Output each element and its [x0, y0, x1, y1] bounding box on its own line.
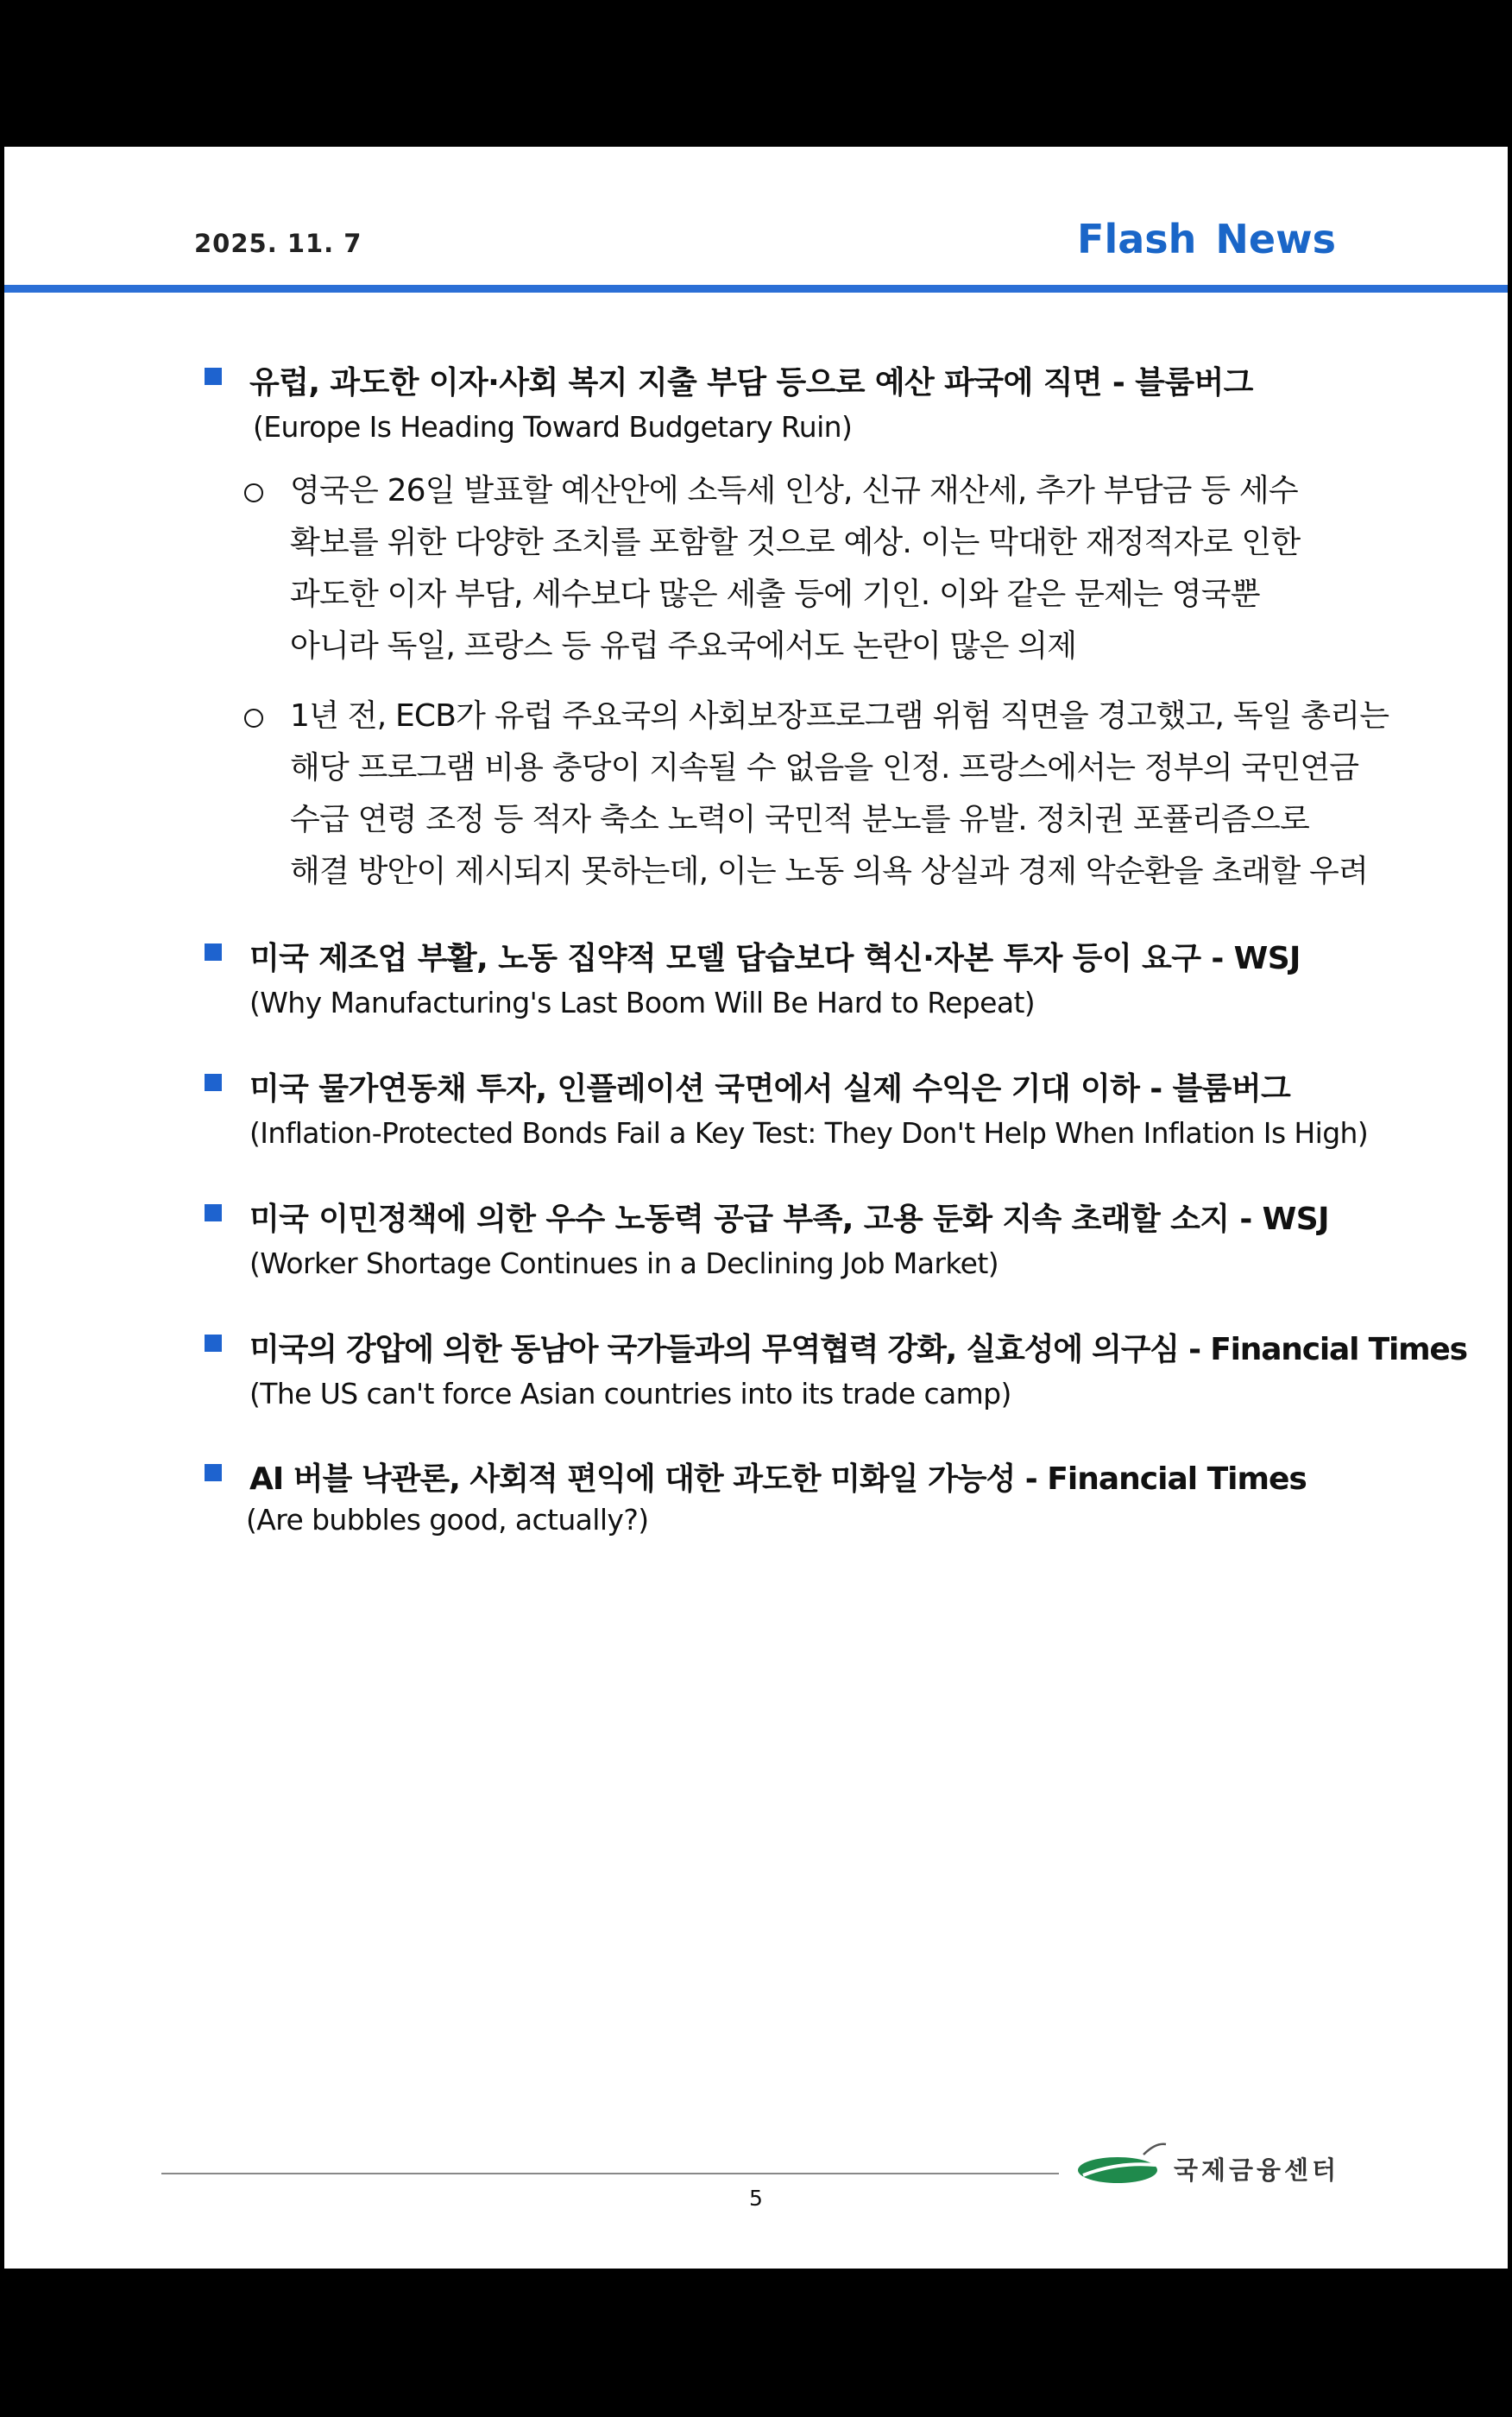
square-bullet-icon [205, 368, 222, 385]
report-date: 2025. 11. 7 [194, 229, 362, 258]
square-bullet-icon [205, 943, 222, 961]
kcif-logo-icon [1076, 2139, 1168, 2191]
news-subtitle: (Are bubbles good, actually?) [246, 1503, 649, 1537]
news-subtitle: (Why Manufacturing's Last Boom Will Be Hard to Repeat) [249, 986, 1036, 1019]
news-subtitle: (The US can't force Asian countries into its trade camp) [249, 1377, 1011, 1410]
news-subtitle: (Europe Is Heading Toward Budgetary Ruin) [253, 410, 853, 444]
news-subtitle: (Worker Shortage Continues in a Declining Job Market) [249, 1246, 999, 1280]
square-bullet-icon [205, 1074, 222, 1091]
paragraph-line: 과도한 이자 부담, 세수보다 많은 세출 등에 기인. 이와 같은 문제는 영국뿐 [290, 577, 1260, 612]
document-page [4, 147, 1508, 2269]
footer-logo [1076, 2139, 1352, 2191]
square-bullet-icon [205, 1204, 222, 1221]
report-title: Flash News [1077, 216, 1336, 262]
logo-text: 국제금융센터 [1174, 2155, 1340, 2185]
paragraph-line: 확보를 위한 다양한 조치를 포함할 것으로 예상. 이는 막대한 재정적자로 인한 [290, 525, 1301, 560]
circle-bullet-icon [244, 709, 263, 728]
news-headline: AI 버블 낙관론, 사회적 편익에 대한 과도한 미화일 가능성 - Financial Times [249, 1461, 1307, 1497]
square-bullet-icon [205, 1464, 222, 1481]
header-divider [4, 285, 1508, 293]
paragraph-line: 해당 프로그램 비용 충당이 지속될 수 없음을 인정. 프랑스에서는 정부의 국민연금 [290, 750, 1359, 786]
paragraph-line: 해결 방안이 제시되지 못하는데, 이는 노동 의욕 상실과 경제 악순환을 초래할 우려 [290, 854, 1368, 889]
news-headline: 미국의 강압에 의한 동남아 국가들과의 무역협력 강화, 실효성에 의구심 - Financial Times [249, 1332, 1467, 1367]
news-headline: 미국 이민정책에 의한 우수 노동력 공급 부족, 고용 둔화 지속 초래할 소지 - WSJ [249, 1202, 1329, 1237]
paragraph-line: 아니라 독일, 프랑스 등 유럽 주요국에서도 논란이 많은 의제 [290, 628, 1077, 664]
square-bullet-icon [205, 1335, 222, 1352]
news-headline: 미국 제조업 부활, 노동 집약적 모델 답습보다 혁신·자본 투자 등이 요구 - WSJ [249, 941, 1301, 976]
paragraph-line: 수급 연령 조정 등 적자 축소 노력이 국민적 분노를 유발. 정치권 포퓰리즘으로 [290, 802, 1309, 837]
paragraph-line: 영국은 26일 발표할 예산안에 소득세 인상, 신규 재산세, 추가 부담금 등 세수 [290, 473, 1298, 508]
paragraph-line: 1년 전, ECB가 유럽 주요국의 사회보장프로그램 위험 직면을 경고했고, 독일 총리는 [290, 698, 1389, 734]
news-headline: 미국 물가연동채 투자, 인플레이션 국면에서 실제 수익은 기대 이하 - 블룸버그 [249, 1071, 1291, 1107]
news-headline: 유럽, 과도한 이자·사회 복지 지출 부담 등으로 예산 파국에 직면 - 블룸버그 [249, 365, 1253, 401]
news-subtitle: (Inflation-Protected Bonds Fail a Key Test: They Don't Help When Inflation Is High) [249, 1116, 1369, 1150]
footer-divider [161, 2173, 1059, 2174]
circle-bullet-icon [244, 483, 263, 502]
page-number: 5 [749, 2186, 763, 2211]
